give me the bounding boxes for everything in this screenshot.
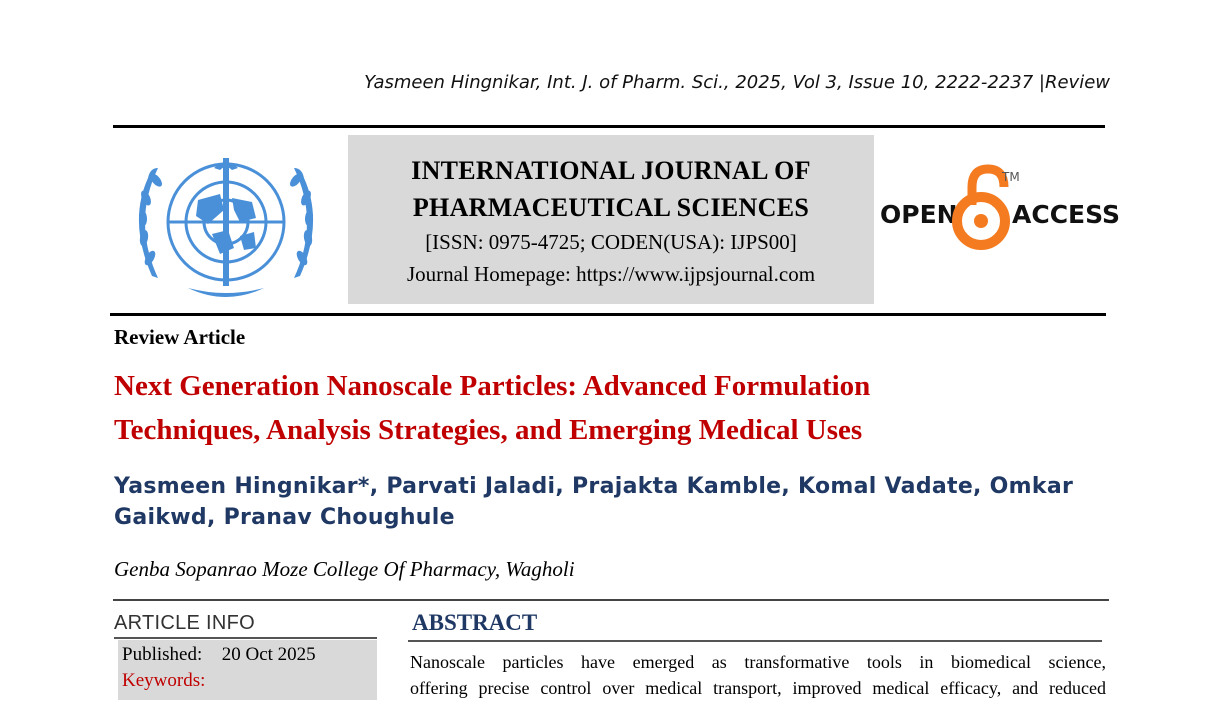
open-access-right-text: ACCESS [1012,200,1121,229]
open-access-logo [880,165,1121,255]
section-divider [113,599,1109,601]
abstract-rule [408,640,1102,642]
un-emblem-icon [128,138,324,306]
journal-homepage-link[interactable]: Journal Homepage: https://www.ijpsjournal.com [406,262,816,286]
running-head: Yasmeen Hingnikar, Int. J. of Pharm. Sci., 2025, Vol 3, Issue 10, 2222-2237 |Review [364,72,1110,93]
header-bottom-rule [110,313,1106,316]
article-title-line1: Next Generation Nanoscale Particles: Advanced Formulation [114,370,871,402]
open-access-tm: TM [1002,170,1020,184]
author-list-line2: Gaikwd, Pranav Choughule [114,505,455,530]
affiliation: Genba Sopanrao Moze College Of Pharmacy, Wagholi [114,557,575,581]
published-date: 20 Oct 2025 [221,644,316,665]
journal-issn: [ISSN: 0975-4725; CODEN(USA): IJPS00] [425,230,797,254]
journal-title-line2: PHARMACEUTICAL SCIENCES [412,193,810,222]
journal-title [348,152,874,226]
article-type: Review Article [114,325,246,349]
journal-header-box [348,135,874,304]
published-row [122,644,316,666]
abstract-line1: Nanoscale particles have emerged as transformative tools in biomedical science, [410,652,1106,672]
open-lock-icon [957,169,1005,245]
author-list-line1: Yasmeen Hingnikar*, Parvati Jaladi, Prajakta Kamble, Komal Vadate, Omkar [114,474,1074,499]
author-list [114,471,1114,533]
article-info-heading: ARTICLE INFO [114,612,256,634]
published-label: Published: [122,644,203,665]
article-title [114,364,1114,452]
top-rule [113,125,1105,128]
abstract-line2: offering precise control over medical transport, improved medical efficacy, and reduced [410,678,1106,698]
abstract-text [410,649,1106,701]
abstract-heading: ABSTRACT [412,610,538,635]
journal-title-line1: INTERNATIONAL JOURNAL OF [411,156,811,185]
keywords-label: Keywords: [122,670,206,691]
article-title-line2: Techniques, Analysis Strategies, and Emerging Medical Uses [114,414,863,446]
open-access-left-text: OPEN [880,200,958,229]
article-info-rule [114,637,377,639]
